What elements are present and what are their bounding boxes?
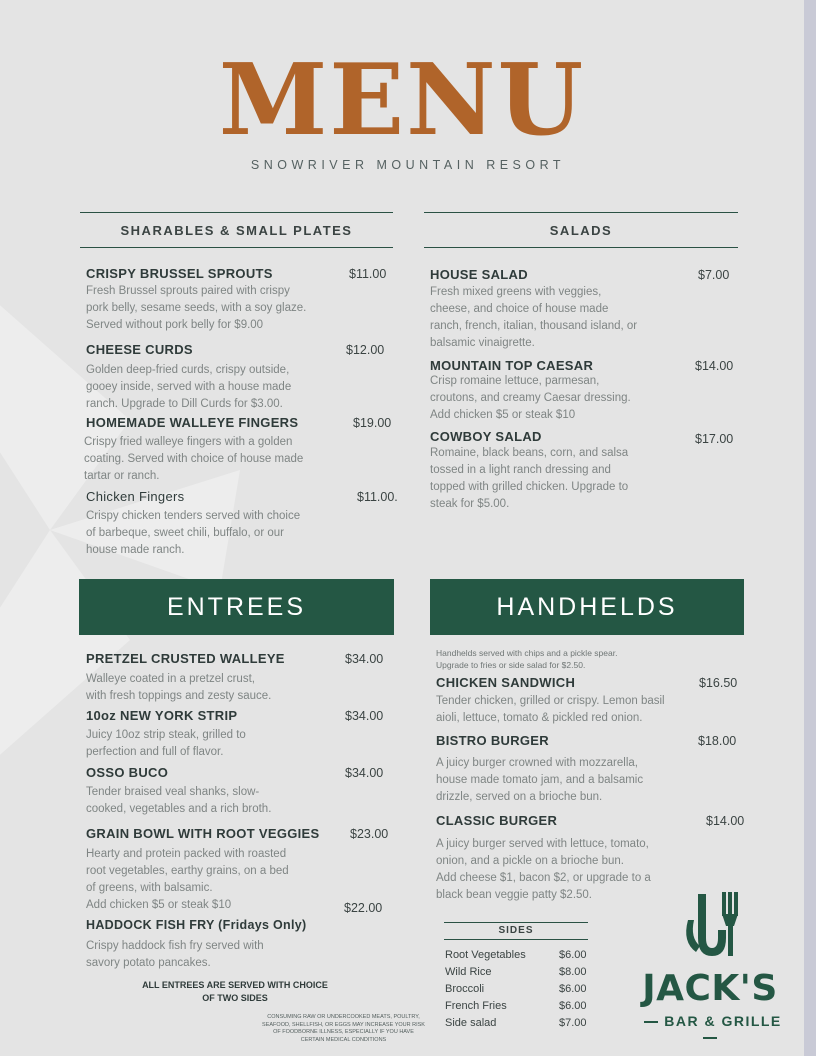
item-description: Tender braised veal shanks, slow- cooked, vegetables and a rich broth. xyxy=(86,786,272,815)
item-description: Fresh mixed greens with veggies, cheese, and choice of house made ranch, french, italian, thousand island, or balsamic vinaigrette. xyxy=(430,286,638,349)
item-name: CHEESE CURDS xyxy=(86,342,193,357)
item-name: CHICKEN SANDWICH xyxy=(436,675,576,690)
jacks-logo xyxy=(630,890,790,1035)
item-name: HADDOCK FISH FRY (Fridays Only) xyxy=(86,918,307,932)
side-name: Wild Rice xyxy=(445,966,492,978)
item-name: HOMEMADE WALLEYE FINGERS xyxy=(86,415,299,430)
item-price: $17.00 xyxy=(695,432,734,446)
item-description: A juicy burger served with lettuce, tomato, onion, and a pickle on a brioche bun. Add cheese $1, bacon $2, or upgrade to a black bean veggie patty $2.50. xyxy=(436,838,651,901)
side-price: $8.00 xyxy=(559,966,587,978)
item-description: Crispy haddock fish fry served with savory potato pancakes. xyxy=(86,940,264,969)
item-description: Walleye coated in a pretzel crust, with fresh toppings and zesty sauce. xyxy=(86,673,272,702)
item-name: GRAIN BOWL WITH ROOT VEGGIES xyxy=(86,826,320,841)
item-price: $23.00 xyxy=(350,827,389,841)
list-item xyxy=(444,949,588,966)
item-description: Romaine, black beans, corn, and salsa tossed in a light ranch dressing and topped with grilled chicken. Upgrade to steak for $5.00. xyxy=(430,447,629,510)
brand-name: JACK'S xyxy=(642,968,778,1009)
fork-j-icon xyxy=(630,890,790,970)
item-name: COWBOY SALAD xyxy=(430,429,542,444)
sharables-heading: SHARABLES & SMALL PLATES xyxy=(80,212,393,248)
item-price: $34.00 xyxy=(345,766,384,780)
side-name: Side salad xyxy=(445,1017,497,1029)
item-price: $22.00 xyxy=(344,901,383,915)
item-name: Chicken Fingers xyxy=(86,489,185,504)
item-price: $16.50 xyxy=(699,676,738,690)
side-price: $6.00 xyxy=(559,1000,587,1012)
sides-list xyxy=(444,922,588,1034)
item-description: Tender chicken, grilled or crispy. Lemon basil aioli, lettuce, tomato & pickled red onion. xyxy=(436,695,665,724)
side-price: $7.00 xyxy=(559,1017,587,1029)
item-description: Fresh Brussel sprouts paired with crispy pork belly, sesame seeds, with a soy glaze. Served without pork belly for $9.00 xyxy=(86,285,307,331)
entrees-sides-note: ALL ENTREES ARE SERVED WITH CHOICE OF TWO SIDES xyxy=(142,980,328,1003)
side-name: Root Vegetables xyxy=(445,949,526,961)
sides-heading: SIDES xyxy=(444,922,588,940)
item-price: $12.00 xyxy=(346,343,385,357)
item-name: CLASSIC BURGER xyxy=(436,813,558,828)
side-price: $6.00 xyxy=(559,983,587,995)
brand-subtitle: BAR & GRILLE xyxy=(630,1013,790,1045)
item-name: PRETZEL CRUSTED WALLEYE xyxy=(86,651,285,666)
item-price: $11.00 xyxy=(349,267,387,281)
item-price: $18.00 xyxy=(698,734,737,748)
item-description: Crispy chicken tenders served with choice of barbeque, sweet chili, buffalo, or our house made ranch. xyxy=(86,510,301,556)
item-description: Crisp romaine lettuce, parmesan, croutons, and creamy Caesar dressing. Add chicken $5 or steak $10 xyxy=(430,375,631,421)
salads-heading: SALADS xyxy=(424,212,738,248)
list-item xyxy=(444,1017,588,1034)
resort-name: SNOWRIVER MOUNTAIN RESORT xyxy=(250,158,566,172)
item-price: $14.00 xyxy=(695,359,734,373)
item-price: $11.00. xyxy=(357,490,398,504)
item-name: BISTRO BURGER xyxy=(436,733,549,748)
item-description: Hearty and protein packed with roasted root vegetables, earthy grains, on a bed of greens, with balsamic. Add chicken $5 or steak $10 xyxy=(86,848,289,911)
item-name: OSSO BUCO xyxy=(86,765,169,780)
item-name: CRISPY BRUSSEL SPROUTS xyxy=(86,266,273,281)
side-name: French Fries xyxy=(445,1000,507,1012)
item-name: 10oz NEW YORK STRIP xyxy=(86,708,238,723)
item-name: HOUSE SALAD xyxy=(430,267,528,282)
list-item xyxy=(444,966,588,983)
list-item xyxy=(444,983,588,1000)
item-price: $7.00 xyxy=(698,268,730,282)
item-description: A juicy burger crowned with mozzarella, house made tomato jam, and a balsamic drizzle, served on a brioche bun. xyxy=(436,757,644,803)
side-price: $6.00 xyxy=(559,949,587,961)
side-name: Broccoli xyxy=(445,983,485,995)
item-description: Crispy fried walleye fingers with a golden coating. Served with choice of house made tartar or ranch. xyxy=(84,436,304,482)
item-price: $34.00 xyxy=(345,652,384,666)
item-description: Juicy 10oz strip steak, grilled to perfection and full of flavor. xyxy=(86,729,246,758)
item-price: $19.00 xyxy=(353,416,392,430)
menu-title: MENU xyxy=(218,43,586,158)
item-name: MOUNTAIN TOP CAESAR xyxy=(430,358,594,373)
list-item xyxy=(444,1000,588,1017)
handhelds-note: Handhelds served with chips and a pickle spear. Upgrade to fries or side salad for $2.50. xyxy=(436,648,618,670)
food-safety-disclaimer: CONSUMING RAW OR UNDERCOOKED MEATS, POULTRY, SEAFOOD, SHELLFISH, OR EGGS MAY INCREASE YOUR RISK OF FOODBORNE ILLNESS, ESPECIALLY IF YOU HAVE CERTAIN MEDICAL CONDITIONS xyxy=(262,1014,425,1043)
item-price: $34.00 xyxy=(345,709,384,723)
item-price: $14.00 xyxy=(706,814,745,828)
entrees-banner: ENTREES xyxy=(79,579,394,635)
item-description: Golden deep-fried curds, crispy outside, gooey inside, served with a house made ranch. Upgrade to Dill Curds for $3.00. xyxy=(86,364,292,410)
handhelds-banner: HANDHELDS xyxy=(430,579,744,635)
